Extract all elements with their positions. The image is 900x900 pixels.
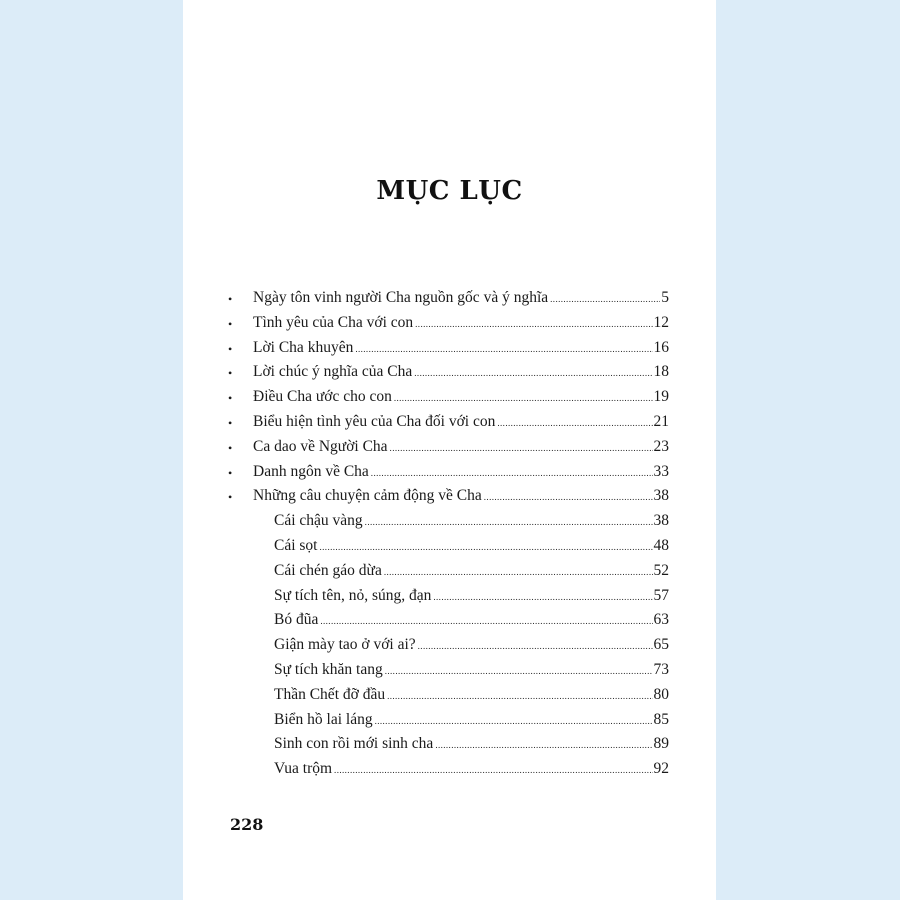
- toc-entry-title: Bó đũa: [274, 611, 319, 629]
- table-of-contents: [183, 286, 716, 782]
- toc-entry: [183, 608, 716, 633]
- dot-leader: [375, 709, 653, 734]
- toc-entry: [183, 311, 716, 336]
- toc-entry: [183, 534, 716, 559]
- dot-leader: [497, 411, 652, 436]
- page-title: MỤC LỤC: [376, 176, 523, 206]
- toc-entry-title: Sự tích tên, nỏ, súng, đạn: [274, 586, 432, 604]
- dot-leader: [371, 461, 653, 486]
- toc-entry: [183, 683, 716, 708]
- toc-entry-page: 73: [653, 660, 669, 678]
- dot-leader: [418, 634, 653, 659]
- dot-leader: [415, 312, 652, 337]
- bullet-icon: •: [228, 316, 233, 331]
- toc-entry: [183, 509, 716, 534]
- toc-entry: [183, 286, 716, 311]
- toc-entry: [183, 385, 716, 410]
- dot-leader: [394, 386, 653, 411]
- toc-entry-title: Danh ngôn về Cha: [253, 462, 369, 480]
- dot-leader: [385, 659, 653, 684]
- dot-leader: [550, 287, 660, 312]
- book-page: [183, 0, 716, 900]
- bullet-icon: •: [228, 415, 233, 430]
- toc-entry-page: 18: [653, 363, 669, 381]
- toc-entry-page: 33: [653, 462, 669, 480]
- toc-entry-page: 5: [661, 289, 669, 306]
- toc-entry-title: Sinh con rồi mới sinh cha: [274, 735, 434, 753]
- toc-entry: [183, 584, 716, 609]
- toc-entry-title: Cái chậu vàng: [274, 512, 363, 530]
- toc-entry-title: Tình yêu của Cha với con: [253, 313, 414, 331]
- dot-leader: [365, 510, 653, 535]
- toc-entry: [183, 732, 716, 757]
- dot-leader: [390, 436, 653, 461]
- toc-entry: [183, 484, 716, 509]
- toc-entry-page: 23: [653, 437, 669, 455]
- bullet-icon: •: [228, 440, 233, 455]
- toc-entry-title: Cái chén gáo dừa: [274, 561, 382, 579]
- toc-entry: [183, 360, 716, 385]
- toc-entry-title: Ngày tôn vinh người Cha nguồn gốc và ý nghĩa: [253, 289, 549, 306]
- dot-leader: [320, 609, 652, 634]
- toc-entry-page: 63: [653, 611, 669, 629]
- toc-entry-page: 52: [653, 561, 669, 579]
- toc-entry-page: 89: [653, 735, 669, 753]
- bullet-icon: •: [228, 465, 233, 480]
- toc-entry: [183, 435, 716, 460]
- page-number: 228: [230, 815, 264, 834]
- dot-leader: [320, 535, 653, 560]
- toc-entry-title: Cái sọt: [274, 536, 318, 554]
- toc-entry-page: 19: [653, 388, 669, 406]
- dot-leader: [334, 758, 652, 783]
- toc-entry-title: Ca dao về Người Cha: [253, 437, 388, 455]
- toc-entry: [183, 633, 716, 658]
- bullet-icon: •: [228, 391, 233, 406]
- toc-entry-title: Thần Chết đỡ đầu: [274, 685, 386, 703]
- toc-entry-title: Lời chúc ý nghĩa của Cha: [253, 363, 413, 381]
- toc-entry-title: Điều Cha ước cho con: [253, 388, 392, 406]
- toc-entry-title: Những câu chuyện cảm động về Cha: [253, 487, 482, 505]
- dot-leader: [355, 337, 652, 362]
- toc-entry-page: 65: [653, 636, 669, 654]
- toc-entry-title: Vua trộm: [274, 760, 333, 778]
- dot-leader: [387, 684, 652, 709]
- dot-leader: [435, 733, 652, 758]
- toc-entry: [183, 460, 716, 485]
- toc-entry-title: Lời Cha khuyên: [253, 338, 354, 356]
- toc-entry-page: 57: [653, 586, 669, 604]
- toc-entry-page: 16: [653, 338, 669, 356]
- toc-entry: [183, 410, 716, 435]
- toc-entry-page: 21: [653, 412, 669, 430]
- toc-entry: [183, 658, 716, 683]
- toc-entry-page: 12: [653, 313, 669, 331]
- toc-entry: [183, 708, 716, 733]
- dot-leader: [414, 361, 652, 386]
- toc-entry-title: Giận mày tao ở với ai?: [274, 636, 416, 654]
- bullet-icon: •: [228, 490, 233, 505]
- toc-entry-title: Biểu hiện tình yêu của Cha đối với con: [253, 412, 496, 430]
- toc-entry-page: 48: [653, 536, 669, 554]
- bullet-icon: •: [228, 341, 233, 356]
- toc-entry-page: 85: [653, 710, 669, 728]
- dot-leader: [433, 585, 652, 610]
- toc-entry-page: 38: [653, 487, 669, 505]
- toc-entry-title: Biển hồ lai láng: [274, 710, 373, 728]
- dot-leader: [484, 485, 653, 510]
- toc-entry-page: 80: [653, 685, 669, 703]
- toc-entry-page: 92: [653, 760, 669, 778]
- toc-entry: [183, 757, 716, 782]
- toc-entry: [183, 336, 716, 361]
- bullet-icon: •: [228, 292, 233, 306]
- dot-leader: [384, 560, 653, 585]
- toc-entry: [183, 559, 716, 584]
- toc-entry-title: Sự tích khăn tang: [274, 660, 383, 678]
- toc-entry-page: 38: [653, 512, 669, 530]
- bullet-icon: •: [228, 366, 233, 381]
